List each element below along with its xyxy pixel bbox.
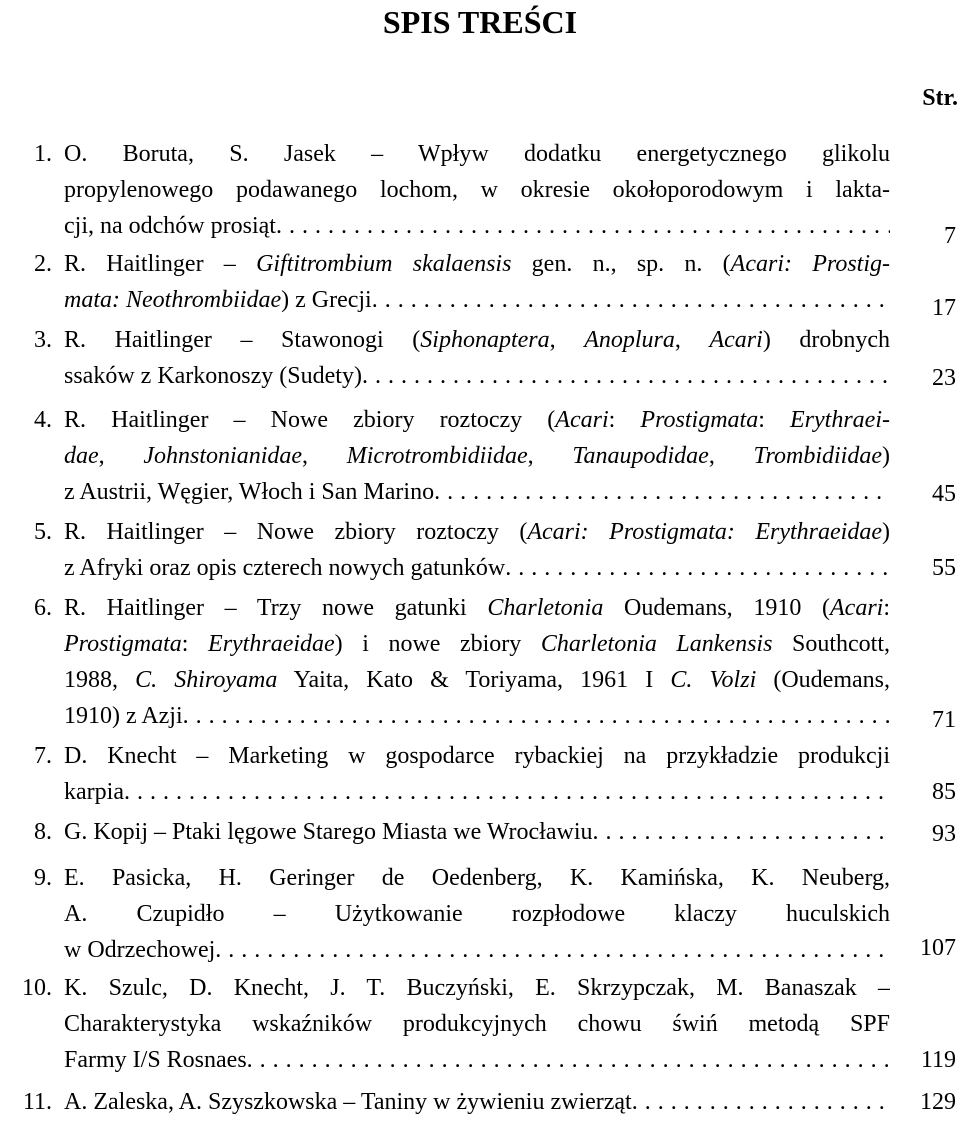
entry-line: Prostigmata: Erythraeidae) i nowe zbiory Charletonia Lankensis Southcott,: [64, 631, 890, 657]
entry-line: O. Boruta, S. Jasek – Wpływ dodatku energetycznego glikolu: [64, 141, 890, 167]
entry-number: 2.: [34, 251, 52, 277]
entry-number: 7.: [34, 743, 52, 769]
entry-line: dae, Johnstonianidae, Microtrombidiidae, Tanaupodidae, Trombidiidae): [64, 443, 890, 469]
entry-text: [64, 136, 890, 244]
entry-line-last: A. Zaleska, A. Szyszkowska – Taniny w żywieniu zwierząt . . .: [64, 1084, 890, 1120]
entry-number: 8.: [34, 819, 52, 845]
page-column-header: Str.: [922, 85, 958, 111]
entry-line: R. Haitlinger – Giftitrombium skalaensis gen. n., sp. n. (Acari: Prostig-: [64, 251, 890, 277]
entry-line: Charakterystyka wskaźników produkcyjnych chowu świń metodą SPF: [64, 1011, 890, 1037]
entry-line: K. Szulc, D. Knecht, J. T. Buczyński, E. Skrzypczak, M. Banaszak –: [64, 975, 890, 1001]
page-number: 107: [920, 935, 956, 961]
entry-line-last: karpia . . .: [64, 774, 890, 810]
page-number: 7: [944, 223, 956, 249]
page-number: 93: [932, 821, 956, 847]
entry-number: 4.: [34, 407, 52, 433]
entry-line: R. Haitlinger – Nowe zbiory roztoczy (Acari: Prostigmata: Erythraei-: [64, 407, 890, 433]
entry-line: 1988, C. Shiroyama Yaita, Kato & Toriyama, 1961 I C. Volzi (Oudemans,: [64, 667, 890, 693]
entry-text: [64, 738, 890, 810]
entry-text: [64, 402, 890, 510]
entry-text: [64, 246, 890, 318]
page-number: 23: [932, 365, 956, 391]
entry-line-last: z Austrii, Węgier, Włoch i San Marino . . .: [64, 474, 890, 510]
entry-text: [64, 590, 890, 734]
page-number: 17: [932, 295, 956, 321]
entry-line-last: z Afryki oraz opis czterech nowych gatunków . . .: [64, 550, 890, 586]
entry-line-last: mata: Neothrombiidae) z Grecji . . .: [64, 282, 890, 318]
entry-line: E. Pasicka, H. Geringer de Oedenberg, K. Kamińska, K. Neuberg,: [64, 865, 890, 891]
page-number: 45: [932, 481, 956, 507]
entry-number: 5.: [34, 519, 52, 545]
entry-line: propylenowego podawanego lochom, w okresie okołoporodowym i lakta-: [64, 177, 890, 203]
entry-number: 6.: [34, 595, 52, 621]
entry-line: R. Haitlinger – Nowe zbiory roztoczy (Acari: Prostigmata: Erythraeidae): [64, 519, 890, 545]
entry-text: [64, 970, 890, 1078]
entry-line: D. Knecht – Marketing w gospodarce rybackiej na przykładzie produkcji: [64, 743, 890, 769]
entry-number: 1.: [34, 141, 52, 167]
page-number: 71: [932, 707, 956, 733]
entry-text: [64, 514, 890, 586]
page-number: 85: [932, 779, 956, 805]
entry-line-last: cji, na odchów prosiąt . . .: [64, 208, 890, 244]
entry-text: [64, 1084, 890, 1120]
entry-line-last: 1910) z Azji . . .: [64, 698, 890, 734]
entry-line-last: G. Kopij – Ptaki lęgowe Starego Miasta we Wrocławiu . . .: [64, 814, 890, 850]
entry-text: [64, 322, 890, 394]
entry-line-last: w Odrzechowej . . .: [64, 932, 890, 968]
entry-number: 10.: [22, 975, 52, 1001]
entry-number: 3.: [34, 327, 52, 353]
page-number: 119: [920, 1047, 956, 1073]
entry-text: [64, 860, 890, 968]
entry-line: A. Czupidło – Użytkowanie rozpłodowe klaczy huculskich: [64, 901, 890, 927]
page-number: 55: [932, 555, 956, 581]
entry-number: 9.: [34, 865, 52, 891]
entry-line-last: Farmy I/S Rosnaes . . .: [64, 1042, 890, 1078]
entry-text: [64, 814, 890, 850]
page-title: SPIS TREŚCI: [382, 4, 578, 40]
entry-line-last: ssaków z Karkonoszy (Sudety) . . .: [64, 358, 890, 394]
entry-line: R. Haitlinger – Trzy nowe gatunki Charletonia Oudemans, 1910 (Acari:: [64, 595, 890, 621]
entry-line: R. Haitlinger – Stawonogi (Siphonaptera, Anoplura, Acari) drobnych: [64, 327, 890, 353]
entry-number: 11.: [22, 1089, 52, 1115]
page-number: 129: [920, 1089, 956, 1115]
